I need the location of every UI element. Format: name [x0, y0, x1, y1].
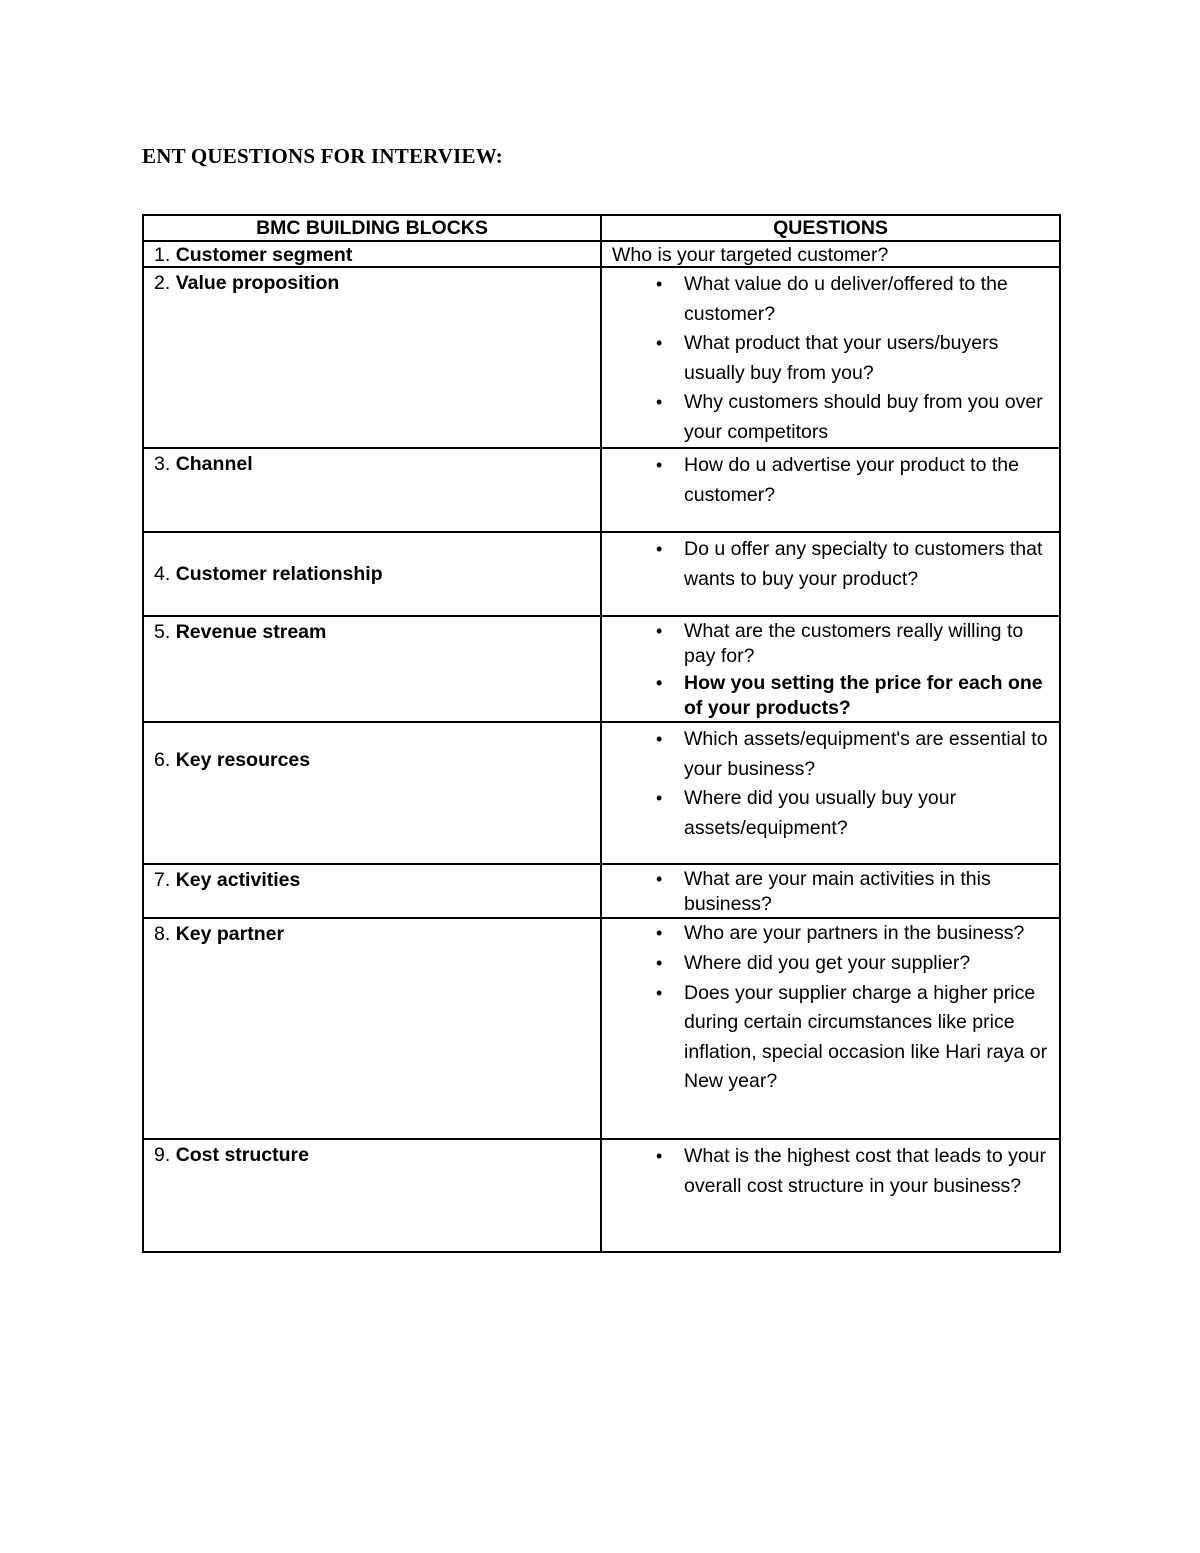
question-list: [612, 619, 1051, 721]
questions-cell: [601, 918, 1060, 1139]
question-item: • Who are your partners in the business?: [612, 921, 1051, 945]
table-row: [143, 918, 1060, 1139]
question-list: [612, 921, 1051, 1097]
table-row: [143, 616, 1060, 722]
questions-cell: [601, 864, 1060, 918]
table-row: [143, 267, 1060, 448]
block-name: Revenue stream: [175, 621, 327, 643]
question-item: • Why customers should buy from you over your competitors: [612, 388, 1051, 447]
table-row: [143, 1139, 1060, 1252]
questions-cell: [601, 241, 1060, 267]
table-row: [143, 241, 1060, 267]
block-number: 7.: [154, 869, 171, 891]
question-list: [612, 535, 1051, 594]
header-questions: QUESTIONS: [601, 215, 1060, 241]
block-number: 1.: [154, 244, 171, 266]
question-list: [612, 867, 1051, 917]
table-header-row: [143, 215, 1060, 241]
questions-cell: [601, 532, 1060, 616]
block-cell: [143, 722, 601, 864]
question-item: • Where did you get your supplier?: [612, 949, 1051, 979]
block-cell: [143, 864, 601, 918]
question-item: • What value do u deliver/offered to the customer?: [612, 270, 1051, 329]
bmc-questions-table: [142, 214, 1061, 1253]
block-number: 3.: [154, 453, 171, 475]
table-row: [143, 448, 1060, 532]
questions-cell: [601, 616, 1060, 722]
block-name: Key activities: [175, 869, 301, 891]
question-list: [612, 451, 1051, 510]
block-name: Customer relationship: [175, 563, 383, 585]
table-row: [143, 722, 1060, 864]
question-list: [612, 270, 1051, 447]
header-bmc-building-blocks: BMC BUILDING BLOCKS: [143, 215, 601, 241]
question-item: • What is the highest cost that leads to your overall cost structure in your business?: [612, 1142, 1051, 1201]
block-cell: [143, 616, 601, 722]
question-list: [612, 1142, 1051, 1201]
question-item: • What are your main activities in this business?: [612, 867, 1051, 917]
question-item: • What are the customers really willing to pay for?: [612, 619, 1051, 669]
questions-cell: [601, 1139, 1060, 1252]
block-name: Value proposition: [175, 272, 340, 294]
block-number: 6.: [154, 749, 171, 771]
block-cell: [143, 267, 601, 448]
block-number: 2.: [154, 272, 171, 294]
block-name: Cost structure: [175, 1144, 309, 1166]
block-name: Channel: [175, 453, 253, 475]
block-number: 4.: [154, 563, 171, 585]
block-number: 8.: [154, 923, 171, 945]
table-row: [143, 864, 1060, 918]
block-cell: [143, 918, 601, 1139]
question-item: • Which assets/equipment's are essential to your business?: [612, 725, 1051, 784]
block-cell: [143, 1139, 601, 1252]
document-title: ENT QUESTIONS FOR INTERVIEW:: [142, 144, 503, 168]
question-item: • How you setting the price for each one of your products?: [612, 671, 1051, 721]
question-item: • How do u advertise your product to the customer?: [612, 451, 1051, 510]
table-row: [143, 532, 1060, 616]
questions-cell: [601, 267, 1060, 448]
question-item: • What product that your users/buyers usually buy from you?: [612, 329, 1051, 388]
block-name: Customer segment: [175, 244, 353, 266]
question-item: • Where did you usually buy your assets/equipment?: [612, 784, 1051, 843]
block-number: 5.: [154, 621, 171, 643]
question-item: • Do u offer any specialty to customers that wants to buy your product?: [612, 535, 1051, 594]
block-name: Key resources: [175, 749, 311, 771]
questions-cell: [601, 722, 1060, 864]
question-text: Who is your targeted customer?: [612, 244, 889, 266]
block-number: 9.: [154, 1144, 171, 1166]
block-cell: [143, 241, 601, 267]
question-list: [612, 725, 1051, 843]
question-item: • Does your supplier charge a higher price during certain circumstances like price inflation, special occasion like Hari raya or New year?: [612, 979, 1051, 1097]
block-cell: [143, 532, 601, 616]
questions-cell: [601, 448, 1060, 532]
block-cell: [143, 448, 601, 532]
block-name: Key partner: [175, 923, 285, 945]
